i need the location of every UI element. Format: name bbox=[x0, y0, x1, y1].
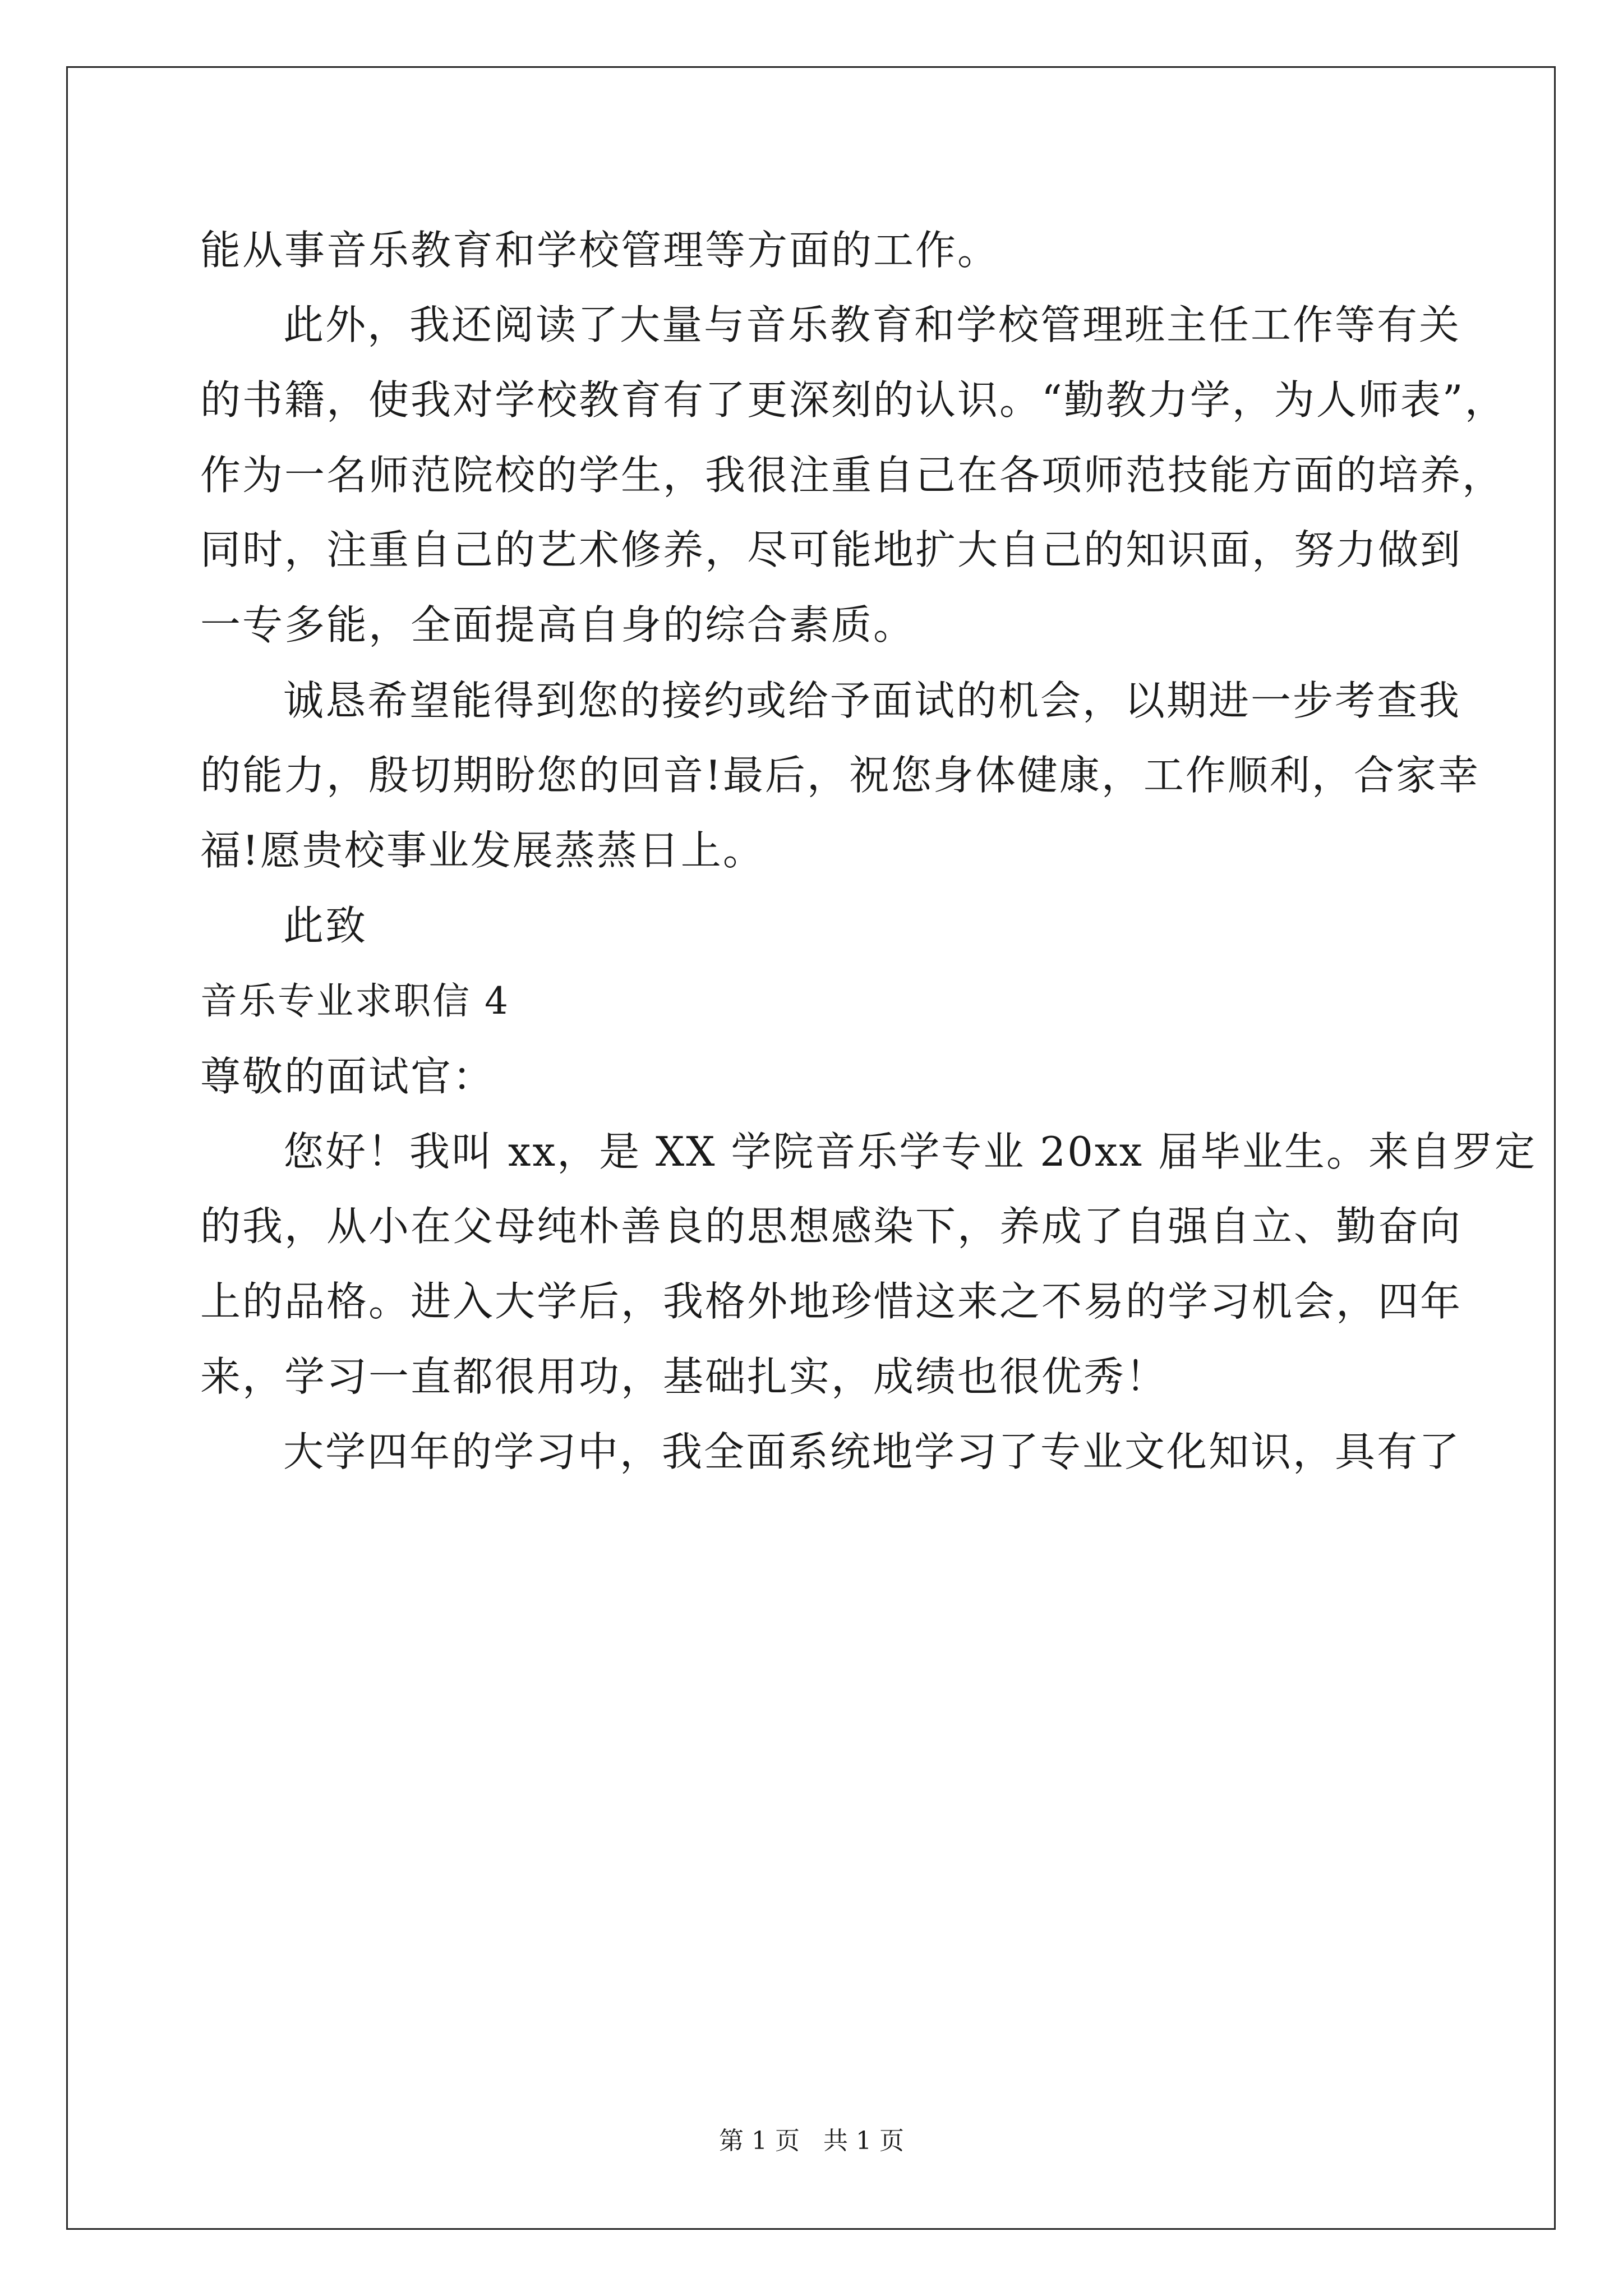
body-line: 作为一名师范院校的学生，我很注重自己在各项师范技能方面的培养， bbox=[200, 452, 1505, 499]
paragraph-start-line: 大学四年的学习中，我全面系统地学习了专业文化知识，具有了 bbox=[283, 1428, 1461, 1475]
letter-title: 音乐专业求职信 4 bbox=[200, 979, 510, 1023]
body-line: 同时，注重自己的艺术修养，尽可能地扩大自己的知识面，努力做到 bbox=[200, 526, 1463, 573]
body-line: 的能力，殷切期盼您的回音!最后，祝您身体健康，工作顺利，合家幸 bbox=[200, 752, 1480, 799]
page-number-footer: 第 1 页 共 1 页 bbox=[719, 2127, 904, 2155]
body-line: 的我，从小在父母纯朴善良的思想感染下，养成了自强自立、勤奋向 bbox=[200, 1203, 1463, 1250]
paragraph-start-line: 此外，我还阅读了大量与音乐教育和学校管理班主任工作等有关 bbox=[283, 301, 1461, 348]
body-line: 来，学习一直都很用功，基础扎实，成绩也很优秀！ bbox=[200, 1353, 1168, 1400]
body-line: 的书籍，使我对学校教育有了更深刻的认识。“勤教力学，为人师表”， bbox=[200, 376, 1507, 424]
body-line: 上的品格。进入大学后，我格外地珍惜这来之不易的学习机会，四年 bbox=[200, 1278, 1463, 1325]
body-line: 能从事音乐教育和学校管理等方面的工作。 bbox=[200, 227, 1000, 274]
body-line: 福!愿贵校事业发展蒸蒸日上。 bbox=[200, 827, 765, 874]
paragraph-start-line: 您好！我叫 xx，是 XX 学院音乐学专业 20xx 届毕业生。来自罗定 bbox=[283, 1128, 1537, 1175]
body-line: 一专多能，全面提高自身的综合素质。 bbox=[200, 601, 916, 648]
closing-salutation: 此致 bbox=[283, 902, 368, 949]
greeting-line: 尊敬的面试官： bbox=[200, 1053, 495, 1100]
paragraph-start-line: 诚恳希望能得到您的接约或给予面试的机会，以期进一步考查我 bbox=[283, 677, 1461, 724]
